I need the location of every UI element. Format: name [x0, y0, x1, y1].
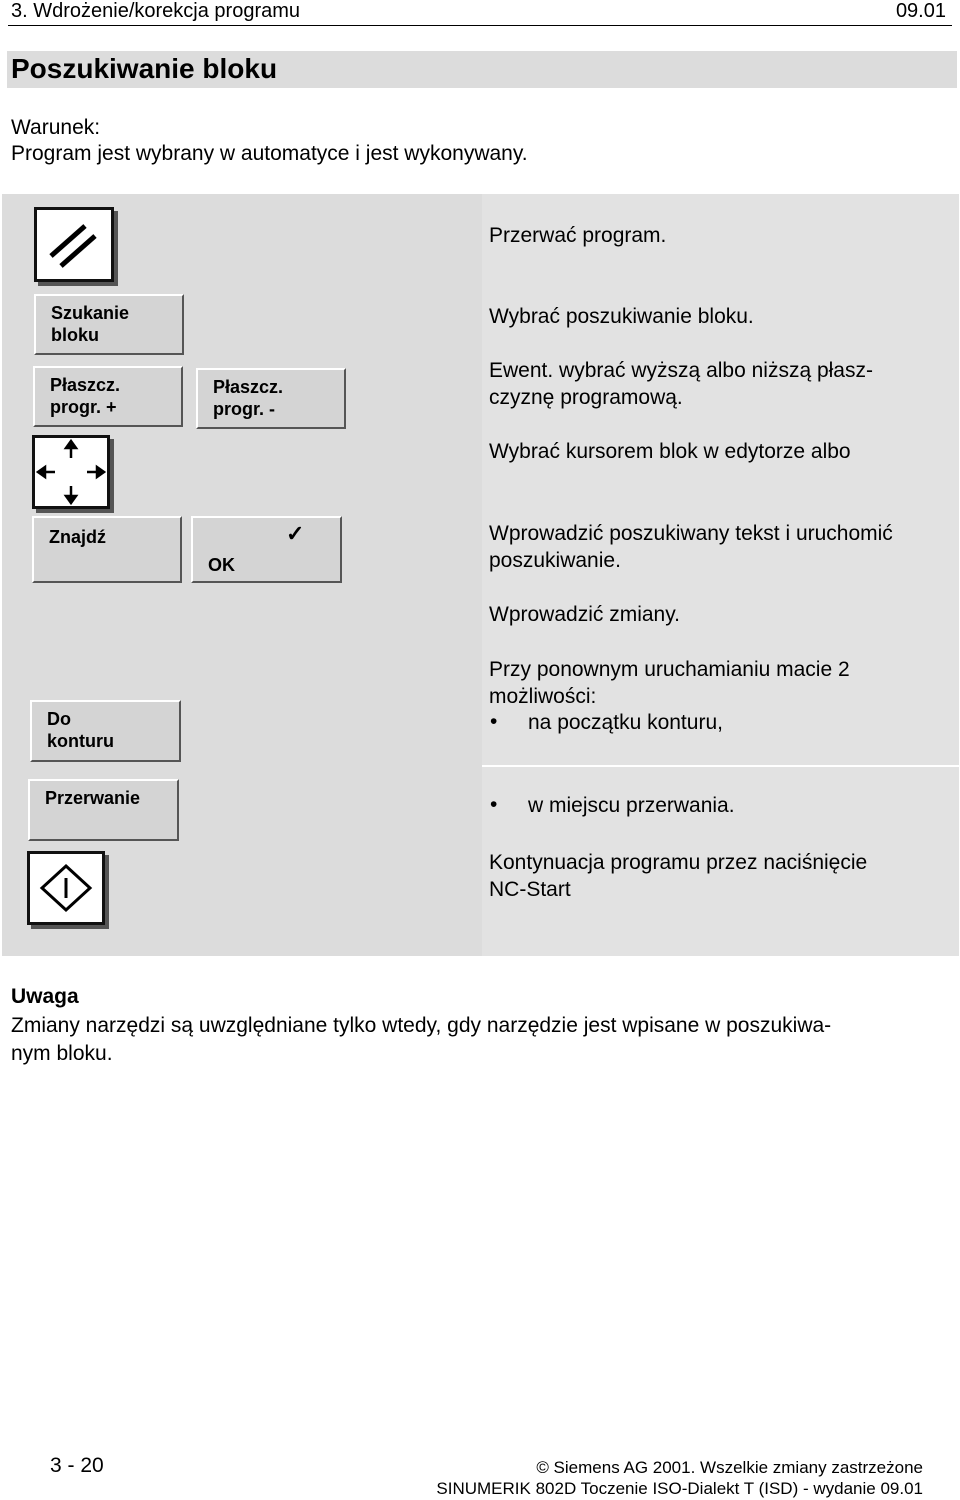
interrupt-softkey[interactable] [28, 779, 179, 841]
search-block-softkey[interactable] [34, 294, 184, 355]
header-divider [8, 25, 952, 26]
step-interrupt-program: Przerwać program. [489, 224, 667, 247]
copyright-notice: © Siemens AG 2001. Wszelkie zmiany zastrzeżone [536, 1458, 923, 1477]
nc-start-key[interactable] [27, 851, 105, 925]
chapter-title: 3. Wdrożenie/korekcja programu [11, 0, 301, 22]
step-enter-changes: Wprowadzić zmiany. [489, 603, 680, 626]
condition-label: Warunek: [11, 116, 101, 139]
find-softkey[interactable] [32, 516, 182, 583]
page-number: 3 - 20 [50, 1454, 104, 1477]
note-text: Zmiany narzędzi są uwzględniane tylko wtedy, gdy narzędzie jest wpisane w poszukiwa- nym bloku. [11, 1014, 832, 1065]
ok-label: OK [208, 555, 235, 575]
interrupt-label: Przerwanie [45, 788, 141, 808]
plane-minus-softkey[interactable] [196, 368, 346, 429]
checkmark-icon: ✓ [286, 521, 305, 546]
to-contour-softkey[interactable] [30, 700, 181, 762]
step-select-cursor: Wybrać kursorem blok w edytorze albo [489, 440, 851, 463]
step-enter-search: Wprowadzić poszukiwany tekst i uruchomić poszukiwanie. [489, 522, 893, 572]
plane-minus-label: Płaszcz. progr. - [213, 377, 284, 419]
note-title: Uwaga [11, 985, 79, 1008]
search-block-label: Szukanie bloku [51, 303, 130, 345]
step-continue: Kontynuacja programu przez naciśnięcie NC-Start [489, 851, 868, 901]
step-select-plane: Ewent. wybrać wyższą albo niższą płasz- czyznę programową. [489, 359, 873, 409]
step-select-search: Wybrać poszukiwanie bloku. [489, 305, 754, 328]
step-restart-options: Przy ponownym uruchamianiu macie 2 możliwości: [489, 658, 850, 708]
cursor-key[interactable] [32, 435, 110, 509]
option-contour-start: na początku konturu, [528, 711, 723, 734]
reset-stop-key[interactable] [34, 207, 114, 282]
condition-text: Program jest wybrany w automatyce i jest wykonywany. [11, 142, 528, 165]
to-contour-label: Do konturu [47, 709, 114, 751]
steps-divider [482, 765, 959, 767]
option-interrupt-point: w miejscu przerwania. [528, 794, 735, 817]
section-title: Poszukiwanie bloku [11, 53, 278, 84]
version-number: 09.01 [895, 0, 946, 22]
bullet-1: • [490, 710, 498, 733]
find-label: Znajdź [49, 527, 106, 547]
cursor-arrows-icon [35, 438, 107, 506]
edition-info: SINUMERIK 802D Toczenie ISO-Dialekt T (ISD) - wydanie 09.01 [436, 1479, 923, 1498]
nc-start-icon [30, 854, 102, 922]
plane-plus-softkey[interactable] [33, 366, 183, 427]
reset-stop-icon [37, 210, 111, 279]
ok-softkey[interactable] [191, 516, 342, 583]
plane-plus-label: Płaszcz. progr. + [50, 375, 121, 417]
bullet-2: • [490, 793, 498, 816]
section-title-bar [7, 51, 957, 88]
